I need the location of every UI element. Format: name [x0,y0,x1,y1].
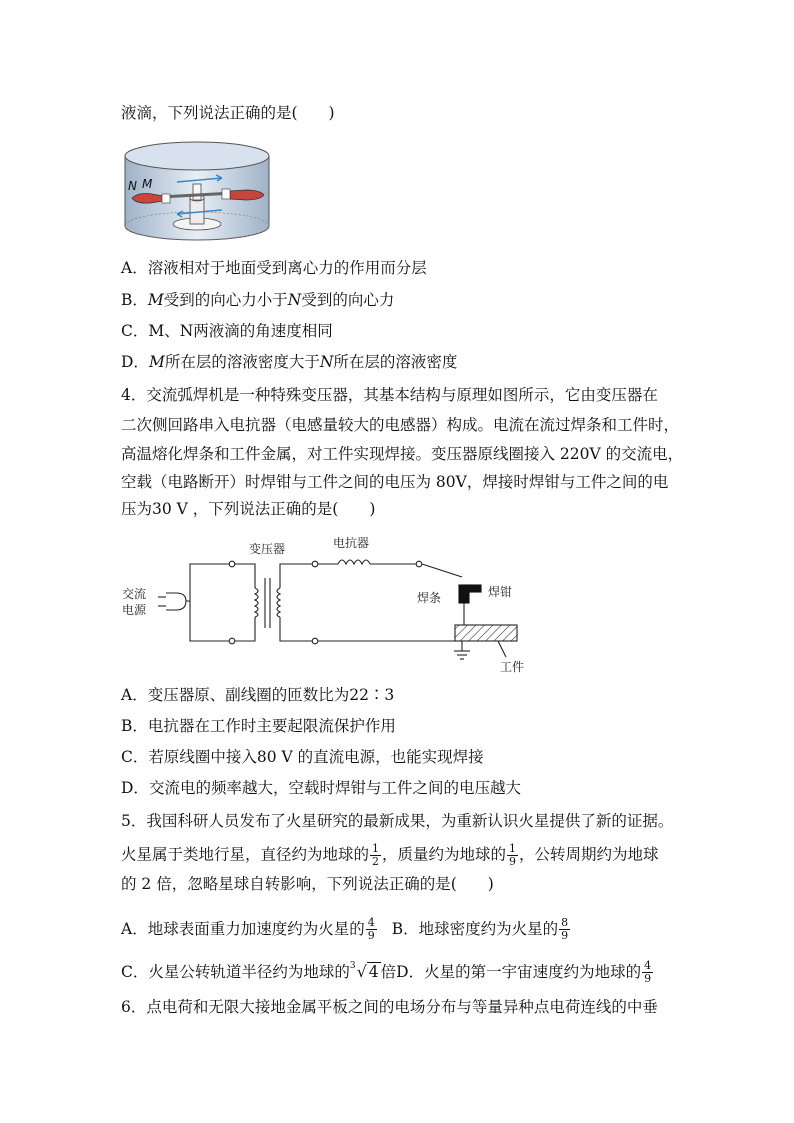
q4-stem-line-3: 高温熔化焊条和工件金属，对工件实现焊接。变压器原线圈接入 220V 的交流电， [121,445,684,463]
label-clamp: 焊钳 [488,585,513,599]
q4-stem-line-5: 压为30 V ，下列说法正确的是( ) [121,500,376,518]
q4-stem-line-4: 空载（电路断开）时焊钳与工件之间的电压为 80V，焊接时焊钳与工件之间的电 [121,473,669,491]
q5-options-cd [121,960,654,985]
q5-option-c[interactable]: C．火星公转轨道半径约为地球的 3 √ 4 倍 [121,960,397,981]
label-workpiece: 工件 [500,660,525,674]
q4-option-b[interactable]: B．电抗器在工作时主要起限流保护作用 [121,717,396,735]
q5-stem-line-3: 的 2 倍，忽略星球自转影响，下列说法正确的是( ) [121,875,494,893]
label-n: N [128,179,137,193]
label-transformer: 变压器 [249,542,286,556]
fraction-mass: $\frac{1}{9}$ [509,842,517,868]
q6-stem-line-1: 6．点电荷和无限大接地金属平板之间的电场分布与等量异种点电荷连线的中垂 [121,998,658,1016]
fraction-diameter: $\frac{1}{2}$ [372,842,380,868]
q5-stem-line-2: 火星属于类地行星，直径约为地球的 $\frac{1}{2}$ ，质量约为地球的 $\frac{1}{9}$ ，公转周期约为地球 [121,842,659,868]
q3-option-c[interactable]: C．M、N两液滴的角速度相同 [121,322,333,340]
q5-option-b[interactable]: B．地球密度约为火星的 $\frac{8}{9}$ [391,916,569,942]
q3-stem-tail: 液滴，下列说法正确的是( ) [121,104,335,122]
q4-option-d[interactable]: D．交流电的频率越大，空载时焊钳与工件之间的电压越大 [121,779,521,797]
welder-circuit-diagram [118,533,528,678]
q5-option-d[interactable]: D．火星的第一宇宙速度约为地球的 $\frac{4}{9}$ [396,959,652,985]
q3-option-d[interactable]: D．M所在层的溶液密度大于N所在层的溶液密度 [121,353,458,371]
q4-stem-line-2: 二次侧回路串入电抗器（电感量较大的电感器）构成。电流在流过焊条和工件时， [121,416,680,434]
q5-stem-line-1: 5．我国科研人员发布了火星研究的最新成果，为重新认识火星提供了新的证据。 [121,812,674,830]
centrifuge-figure [122,138,272,242]
label-ac-line1: 交流 [122,587,147,601]
q4-option-c[interactable]: C．若原线圈中接入80 V 的直流电源，也能实现焊接 [121,748,484,766]
q5-options-ab [121,917,571,942]
label-m: M [142,177,153,191]
label-electrode: 焊条 [417,591,442,605]
q3-option-a[interactable]: A．溶液相对于地面受到离心力的作用而分层 [121,259,427,277]
label-reactor: 电抗器 [333,536,370,550]
label-ac-line2: 电源 [122,603,147,617]
q3-option-b[interactable]: B．M受到的向心力小于N受到的向心力 [121,291,395,309]
cube-root: 3 √ 4 [349,960,379,981]
q5-option-a[interactable]: A．地球表面重力加速度约为火星的 $\frac{4}{9}$ [121,916,375,942]
q4-option-a[interactable]: A．变压器原、副线圈的匝数比为22∶3 [121,686,395,704]
q4-stem-line-1: 4．交流弧焊机是一种特殊变压器，其基本结构与原理如图所示，它由变压器在 [121,386,658,404]
